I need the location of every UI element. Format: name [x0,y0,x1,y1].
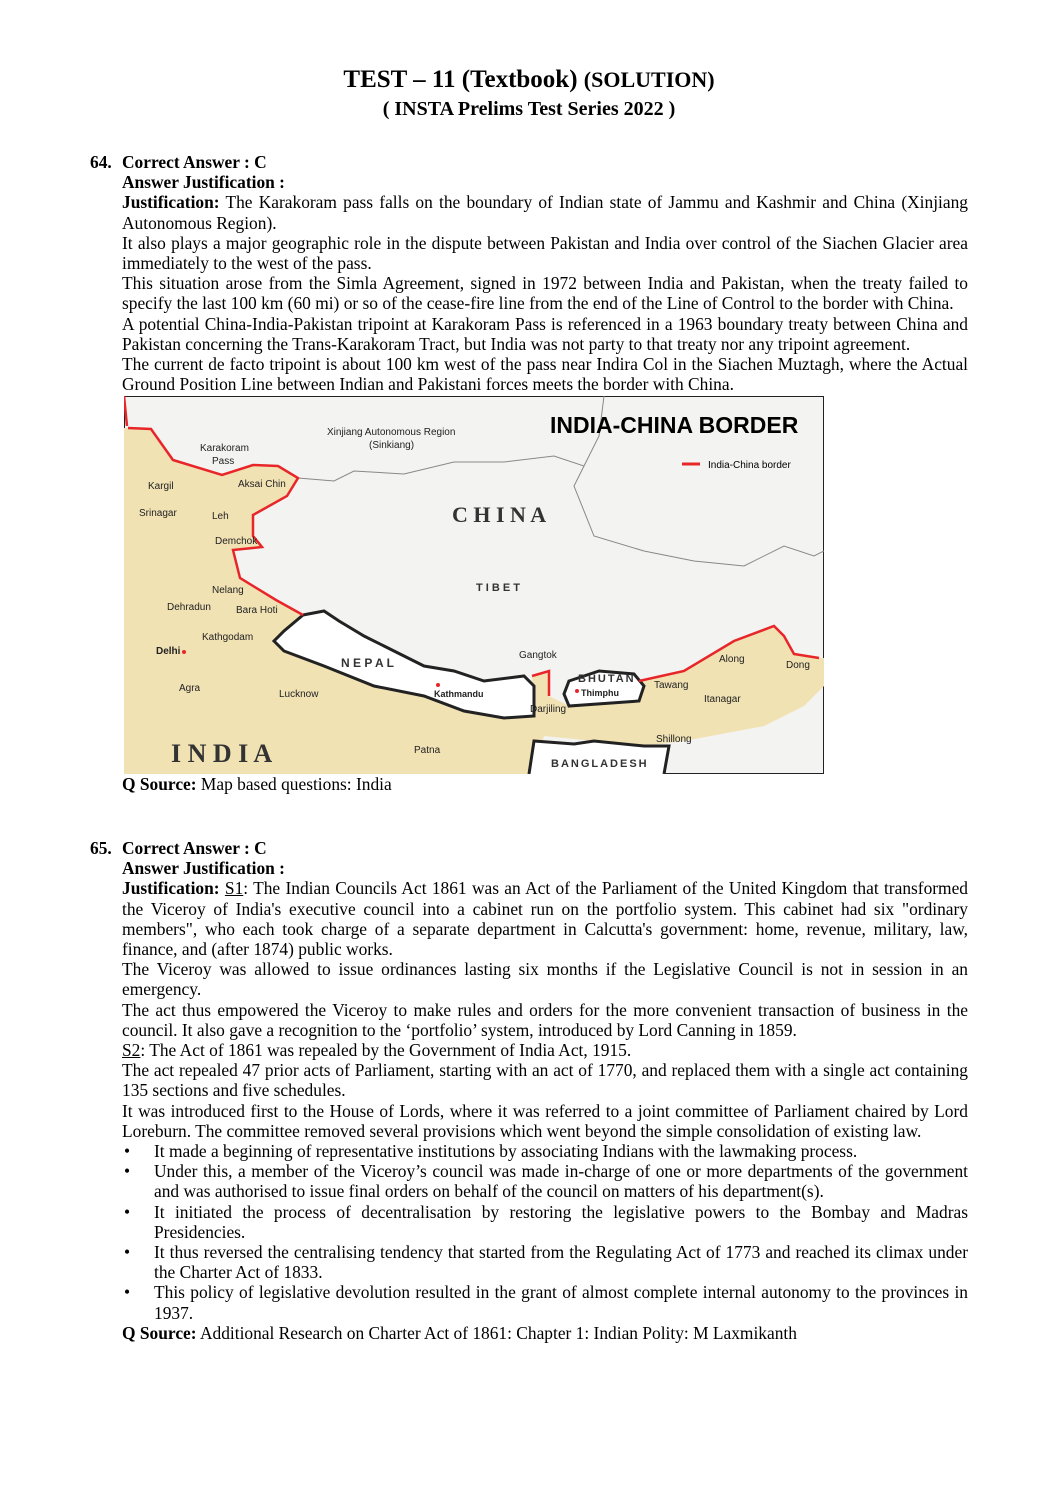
justification-heading: Answer Justification : [122,858,285,879]
paragraph [122,878,968,959]
paragraph-text: The Karakoram pass falls on the boundary of Indian state of Jammu and Kashmir and China (Xinjiang Autonomous Region). [122,192,968,233]
justification-label: Justification: [122,878,220,899]
map-label: Delhi [156,646,181,658]
map-label: Pass [212,456,235,468]
paragraph: The Viceroy was allowed to issue ordinances lasting six months if the Legislative Council is not in session in an emergency. [122,959,968,1000]
map-label: Thimphu [581,688,619,699]
statement-label: S2 [122,1040,141,1061]
justification-label: Justification: [122,192,220,213]
map-label: Shillong [656,734,692,746]
list-item: • Under this, a member of the Viceroy’s council was made in-charge of one or more departments of the government and was authorised to issue final orders on behalf of the council on matters of his department(s). [122,1161,968,1201]
india-china-border-map [124,396,824,774]
map-label: Itanagar [704,694,741,706]
paragraph: This situation arose from the Simla Agreement, signed in 1972 between India and Pakistan, when the treaty failed to specify the last 100 km (60 mi) or so of the cease-fire line from the end of the Line of Control to the border with China. [122,273,968,314]
paragraph: The current de facto tripoint is about 100 km west of the pass near Indira Col in the Siachen Muztagh, where the Actual Ground Position Line between Indian and Pakistani forces meets the border with China. [122,354,968,395]
map-label: Nelang [212,585,244,597]
map-label: Bara Hoti [236,605,278,617]
map-label: Kathgodam [202,632,254,644]
question-number: 65. [90,838,112,858]
justification-heading: Answer Justification : [122,172,285,193]
map-label: Xinjiang Autonomous Region [327,427,456,439]
map-label-china: C H I N A [452,502,547,528]
title-text: TEST – 11 (Textbook) [343,66,578,93]
map-label: Karakoram [200,443,249,455]
map-label: Demchok [215,536,258,548]
list-item: • It made a beginning of representative institutions by associating Indians with the lawmaking process. [122,1141,968,1161]
map-label: Dong [786,660,810,672]
map-label: Aksai Chin [238,479,286,491]
map-label: Srinagar [139,508,177,520]
map-label-india: I N D I A [171,739,273,769]
source-label: Q Source: [122,1322,197,1343]
question-source [122,774,968,794]
map-label: Darjiling [530,704,567,716]
list-item: • It thus reversed the centralising tendency that started from the Regulating Act of 1773 and reached its climax under the Charter Act of 1833. [122,1242,968,1282]
map-title: INDIA-CHINA BORDER [550,412,799,439]
source-text: Additional Research on Charter Act of 1861: Chapter 1: Indian Polity: M Laxmikanth [199,1322,797,1343]
source-label: Q Source: [122,774,197,795]
paragraph: It was introduced first to the House of Lords, where it was referred to a joint committee of Parliament chaired by Lord Loreburn. The committee removed several provisions which went beyond the simple consolidation of existing law. [122,1100,968,1141]
map-label-bangladesh: BANGLADESH [551,758,649,771]
map-label-tibet: T I B E T [476,582,520,595]
paragraph: The act repealed 47 prior acts of Parliament, starting with an act of 1770, and replaced them with a single act containing 135 sections and five schedules. [122,1060,968,1101]
bullet-list [122,1141,968,1323]
question-65 [90,838,968,1343]
list-item: • It initiated the process of decentralisation by restoring the legislative powers to the Bombay and Madras Presidencies. [122,1202,968,1242]
question-64 [90,152,968,795]
map-label: Leh [212,511,229,523]
paragraph-text: : The Indian Councils Act 1861 was an Act of the Parliament of the United Kingdom that transformed the Viceroy of India's executive council into a cabinet run on the portfolio system. This cabinet had six "ordinary members", who each took charge of a separate department in Calcutta's government: home, revenue, military, law, finance, and (after 1874) public works. [122,878,968,960]
paragraph [122,192,968,232]
page-title [0,66,1058,94]
question-source [122,1323,968,1343]
map-label: Dehradun [167,602,211,614]
map-label: Kathmandu [434,689,484,700]
paragraph-text: : The Act of 1861 was repealed by the Government of India Act, 1915. [140,1040,632,1061]
map-label: Lucknow [279,689,319,701]
map-label-bhutan: BHUTAN [578,673,636,686]
correct-answer: Correct Answer : C [122,152,267,172]
map-label: (Sinkiang) [369,440,415,452]
page-subtitle: ( INSTA Prelims Test Series 2022 ) [382,98,676,120]
paragraph [122,1040,968,1060]
map-label: Patna [414,745,441,757]
source-text: Map based questions: India [200,774,392,795]
statement-label: S1 [224,878,244,899]
map-label: Gangtok [519,650,557,662]
title-suffix: (SOLUTION) [583,67,715,92]
paragraph: It also plays a major geographic role in the dispute between Pakistan and India over control of the Siachen Glacier area immediately to the west of the pass. [122,232,968,274]
paragraph: The act thus empowered the Viceroy to make rules and orders for the more convenient transaction of business in the council. It also gave a recognition to the ‘portfolio’ system, introduced by Lord Canning in 1859. [122,999,968,1040]
list-item: • This policy of legislative devolution resulted in the grant of almost complete internal autonomy to the provinces in 1937. [122,1282,968,1322]
map-label: Along [719,654,745,666]
map-label-nepal: N E P A L [341,656,394,671]
map-legend: India-China border [708,460,791,472]
question-number: 64. [90,152,112,172]
map-label: Tawang [654,680,689,692]
paragraph: A potential China-India-Pakistan tripoint at Karakoram Pass is referenced in a 1963 boundary treaty between China and Pakistan concerning the Trans-Karakoram Tract, but India was not party to that treaty nor any tripoint agreement. [122,313,968,354]
map-label: Kargil [148,481,174,493]
correct-answer: Correct Answer : C [122,838,267,858]
map-label: Agra [179,683,201,695]
